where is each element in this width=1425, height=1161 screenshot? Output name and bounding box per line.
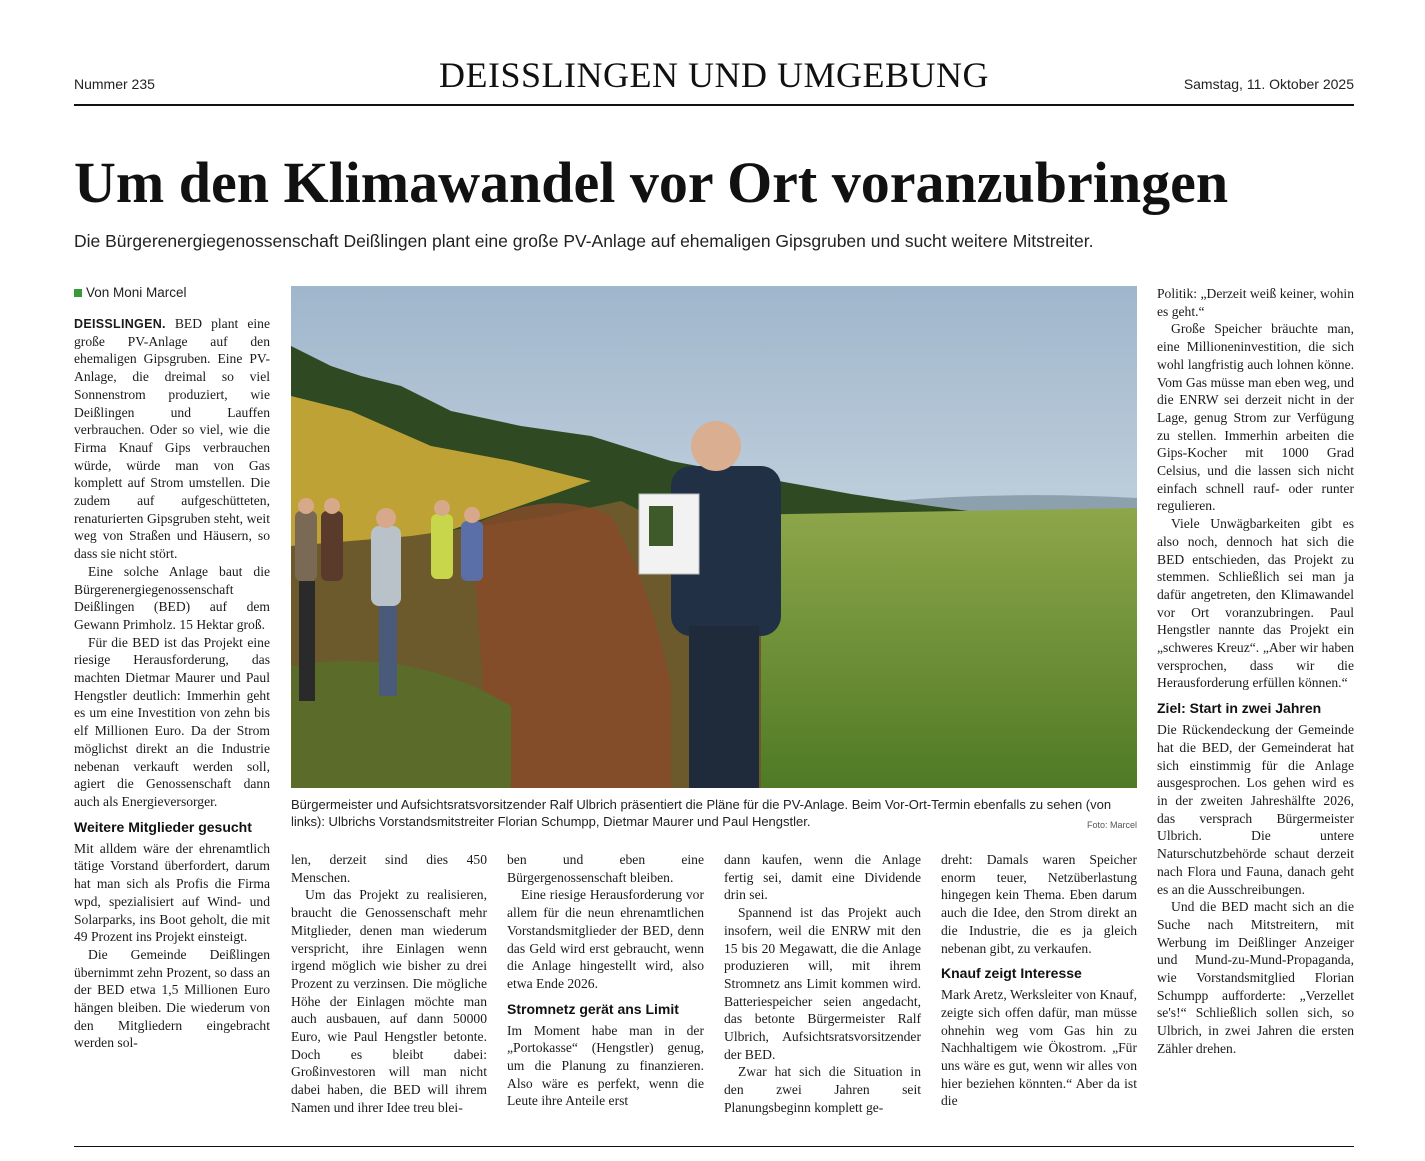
article-photo	[291, 286, 1137, 788]
byline	[74, 285, 270, 300]
paragraph: dann kaufen, wenn die Anlage fertig sei, damit eine Dividende drin sei.	[724, 852, 921, 903]
paragraph: Spannend ist das Projekt auch insofern, weil die ENRW mit den 15 bis 20 Megawatt, die die Anlage produzieren will, mit ihrem Stromnetz ans Limit kommen wird. Batteriespeicher seien angedacht, das betonte Bürgermeister Ralf Ulbrich, Aufsichtsratsvorsitzender der BED.	[724, 905, 921, 1062]
article-column-3	[507, 851, 704, 1110]
article-subheadline: Die Bürgerenergiegenossenschaft Deißlingen plant eine große PV-Anlage auf ehemaligen Gipsgruben und sucht weitere Mitstreiter.	[74, 231, 1094, 251]
byline-marker-icon	[74, 289, 82, 297]
paragraph: Für die BED ist das Projekt eine riesige Herausforderung, das machten Dietmar Maurer und Paul Hengstler deutlich: Immerhin geht es um eine Investition von zehn bis elf Millionen Euro. Da der Strom möglichst direkt an die Industrie nebenan verkauft werden soll, agiert die Genossenschaft dann auch als Energieversorger.	[74, 634, 270, 809]
paragraph: Eine solche Anlage baut die Bürgerenergiegenossenschaft Deißlingen (BED) auf dem Gewann Primholz. 15 Hektar groß.	[74, 563, 270, 632]
paragraph: DEISSLINGEN. BED plant eine große PV-Anlage auf den ehemaligen Gipsgruben. Eine PV-Anlage, die dreimal so viel Sonnenstrom produziert, wie Deißlingen und Lauffen verbrauchen. Oder so viel, wie die Firma Knauf Gips verbrauchen würde, würde man von Gas komplett auf Strom umstellen. Die zudem auf aufgeschütteten, renaturierten Gipsgruben steht, weit weg von Straßen und Häusern, so dass sie nicht stört.	[74, 316, 270, 562]
article-column-2	[291, 851, 487, 1117]
article-column-4	[724, 851, 921, 1117]
dateline: DEISSLINGEN.	[74, 317, 166, 331]
photo-caption	[291, 796, 1137, 830]
author: Von Moni Marcel	[86, 285, 187, 300]
page-header	[74, 52, 1354, 106]
section-title: DEISSLINGEN UND UMGEBUNG	[439, 55, 989, 95]
article-column-6	[1157, 285, 1354, 1058]
paragraph: Viele Unwägbarkeiten gibt es also noch, dennoch hat sich die BED entschieden, das Projekt zu stemmen. Schließlich sei man ja dafür angetreten, den Klimawandel vor Ort voranzubringen. Paul Hengstler nannte das Projekt ein „schweres Kreuz“. „Aber wir haben versprochen, dass wir die Herausforderung erfüllen können.“	[1157, 516, 1354, 691]
paragraph: Zwar hat sich die Situation in den zwei Jahren seit Planungsbeginn komplett ge-	[724, 1064, 921, 1115]
paragraph: dreht: Damals waren Speicher enorm teuer, Netzüberlastung hingegen kein Thema. Eben darum auch die Idee, den Strom direkt an die Industrie, die es ja gleich nebenan gibt, zu verkaufen.	[941, 852, 1137, 956]
footer-rule	[74, 1146, 1354, 1147]
paragraph: Mark Aretz, Werksleiter von Knauf, zeigte sich offen dafür, man müsse ohnehin weg vom Gas hin zu Nachhaltigem wie Ökostrom. „Für uns wäre es gut, wenn wir alles von hier beziehen könnten.“ Aber da ist die	[941, 987, 1137, 1109]
subheading: Stromnetz gerät ans Limit	[507, 1000, 679, 1017]
article-column-5	[941, 851, 1137, 1110]
paragraph: len, derzeit sind dies 450 Menschen.	[291, 852, 487, 885]
caption-text: Bürgermeister und Aufsichtsratsvorsitzender Ralf Ulbrich präsentiert die Pläne für die PV-Anlage. Beim Vor-Ort-Termin ebenfalls zu sehen (von links): Ulbrichs Vorstandsmitstreiter Florian Schumpp, Dietmar Maurer und Paul Hengstler.	[291, 797, 1112, 829]
paragraph: Die Gemeinde Deißlingen übernimmt zehn Prozent, so dass an der BED etwa 1,5 Millionen Euro hängen bleiben. Die wiederum von den Mitgliedern eingebracht werden sol-	[74, 946, 270, 1051]
photo-credit: Foto: Marcel	[1086, 820, 1137, 830]
paragraph: Und die BED macht sich an die Suche nach Mitstreitern, mit Werbung im Deißlinger Anzeiger und Mund-zu-Mund-Propaganda, wie Vorstandsmitglied Florian Schumpp aufforderte: „Verzellet se's!“ Schließlich sollen sich, so Ulbrich, in zwei Jahren die ersten Zähler drehen.	[1157, 899, 1354, 1056]
issue-number: Nummer 235	[74, 76, 155, 92]
subheading: Knauf zeigt Interesse	[941, 965, 1082, 982]
paragraph: Eine riesige Herausforderung vor allem für die neun ehrenamtlichen Vorstandsmitglieder der BED, denn das Geld wird erst gebraucht, wenn die Anlage hingestellt wird, also etwa Ende 2026.	[507, 887, 704, 991]
paragraph: Große Speicher bräuchte man, eine Millioneninvestition, die sich wohl langfristig auch lohnen könne. Vom Gas müsse man eben weg, und die ENRW sei derzeit nicht in der Lage, genug Strom zur Verfügung zu stellen. Immerhin arbeiten die Gips-Kocher mit 1000 Grad Celsius, und die lassen sich nicht einfach schnell rauf- oder runter regulieren.	[1157, 321, 1354, 514]
photo-field-scene	[291, 286, 1137, 788]
subheading: Ziel: Start in zwei Jahren	[1157, 700, 1322, 717]
paragraph: ben und eben eine Bürgergenossenschaft bleiben.	[507, 852, 704, 885]
paragraph: Die Rückendeckung der Gemeinde hat die BED, der Gemeinderat hat sich einstimmig für die Anlage ausgesprochen. Los gehen wird es in der zweiten Jahreshälfte 2026, das versprach Bürgermeister Ulbrich. Die untere Naturschutzbehörde schaut derzeit nach Flora und Fauna, danach geht es an die Ausschreibungen.	[1157, 722, 1354, 897]
paragraph: Um das Projekt zu realisieren, braucht die Genossenschaft mehr Mitglieder, denen man wiederum verspricht, ihre Einlagen wenn irgend möglich wie bisher zu drei Prozent zu verzinsen. Die mögliche Höhe der Einlagen möchte man auch ausbauen, auf dann 50000 Euro, wie Paul Hengstler betonte. Doch es bleibt dabei: Großinvestoren will man nicht dabei haben, die BED will ihrem Namen und ihrer Idee treu blei-	[291, 887, 487, 1115]
paragraph: Im Moment habe man in der „Portokasse“ (Hengstler) genug, um die Planung zu finanzieren. Also wäre es perfekt, wenn die Leute ihre Anteile erst	[507, 1022, 704, 1109]
article-column-1	[74, 285, 270, 1052]
paragraph: Politik: „Derzeit weiß keiner, wohin es geht.“	[1157, 286, 1354, 319]
article-headline: Um den Klimawandel vor Ort voranzubringen	[74, 150, 1229, 215]
paragraph: Mit alldem wäre der ehrenamtlich tätige Vorstand überfordert, darum hat man sich als Profis die Firma wpd, spezialisiert auf Wind- und Solarparks, ins Boot geholt, die mit 49 Prozent ins Projekt einsteigt.	[74, 840, 270, 945]
subheading: Weitere Mitglieder gesucht	[74, 818, 252, 835]
issue-date: Samstag, 11. Oktober 2025	[1183, 76, 1354, 92]
